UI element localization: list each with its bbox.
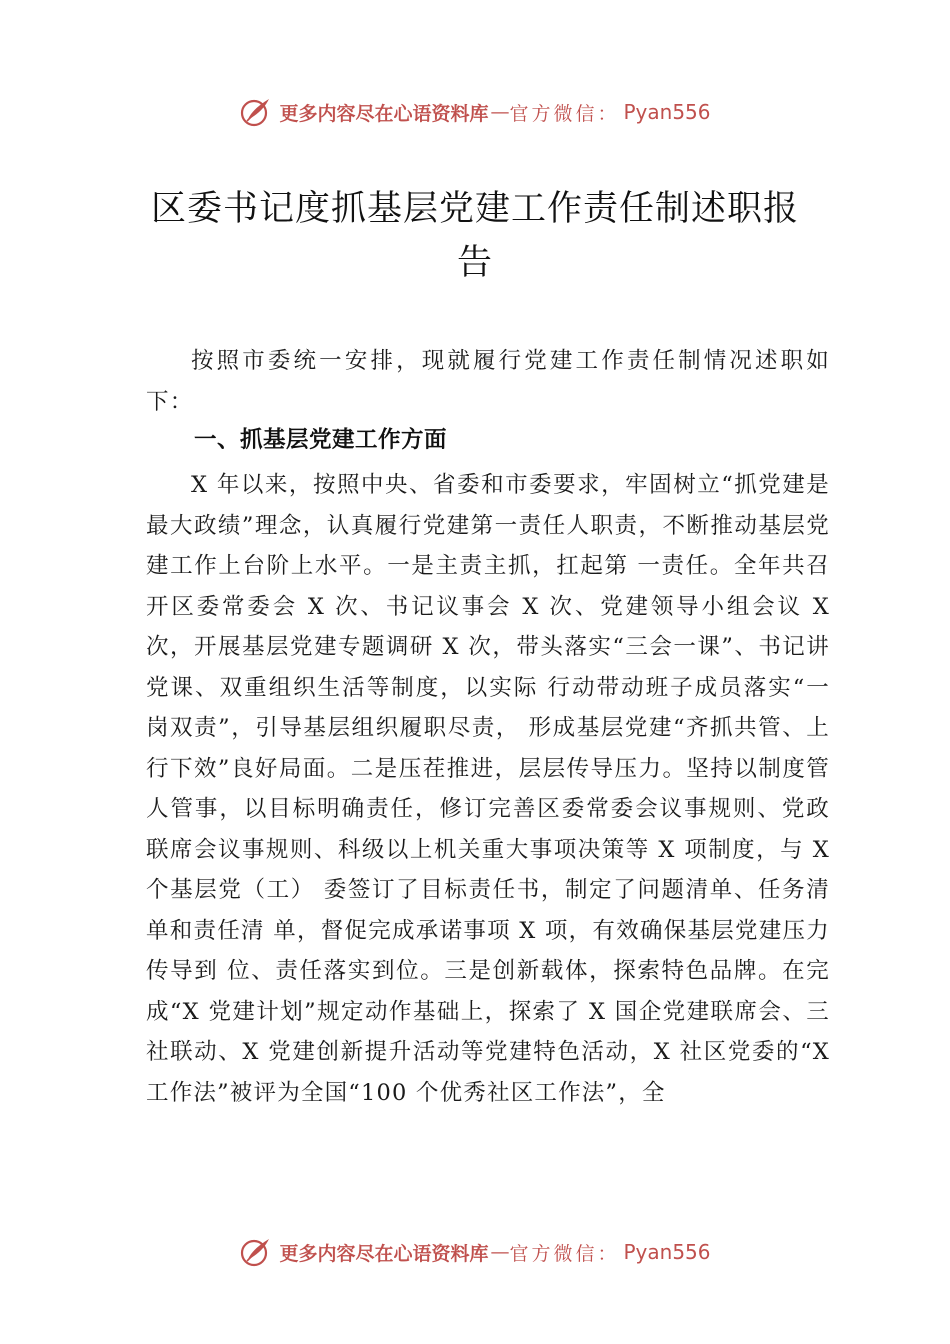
watermark-wechat-label: 官方微信： (509, 1242, 620, 1265)
document-title: 区委书记度抓基层党建工作责任制述职报告 (150, 189, 799, 283)
quill-logo-icon (239, 1235, 273, 1269)
intro-paragraph: 按照市委统一安排，现就履行党建工作责任制情况述职如下： (146, 348, 830, 415)
section-heading: 一、抓基层党建工作方面 (194, 427, 448, 453)
watermark-dash: — (490, 101, 508, 123)
watermark-brand-text: 更多内容尽在心语资料库 (279, 1242, 489, 1265)
footer-watermark-banner (0, 1232, 950, 1272)
quill-logo-icon (239, 95, 273, 129)
section-paragraph: X 年以来，按照中央、省委和市委要求，牢固树立“抓党建是最大政绩”理念，认真履行党建第一责任人职责，不断推动基层党建工作上台阶上水平。一是主责主抓，扛起第 一责任。全年共召开区委常委会 X 次、书记议事会 X 次、党建领导小组会议 X 次，开展基层党建专题调研 X 次，带头落实“三会一课”、书记讲党课、双重组织生活等制度，以实际 行动带动班子成员落实“一岗双责”，引导基层组织履职尽责， 形成基层党建“齐抓共管、上行下效”良好局面。二是压茬推进，层层传导压力。坚持以制度管人管事，以目标明确责任，修订完善区委常委会议事规则、党政联席会议事规则、科级以上机关重大事项决策等 X 项制度，与 X 个基层党（工） 委签订了目标责任书，制定了问题清单、任务清单和责任清 单，督促完成承诺事项 X 项，有效确保基层党建压力传导到 位、责任落实到位。三是创新载体，探索特色品牌。在完成“X 党建计划”规定动作基础上，探索了 X 国企党建联席会、三社联动、X 党建创新提升活动等党建特色活动，X 社区党委的“X 工作法”被评为全国“100 个优秀社区工作法”，全 (146, 472, 830, 1106)
watermark-dash: — (490, 1241, 508, 1263)
header-watermark-banner (0, 92, 950, 132)
watermark-brand-text: 更多内容尽在心语资料库 (279, 102, 489, 125)
watermark-wechat-id: Pyan556 (623, 100, 711, 124)
watermark-wechat-id: Pyan556 (623, 1240, 711, 1264)
watermark-wechat-label: 官方微信： (509, 102, 620, 125)
